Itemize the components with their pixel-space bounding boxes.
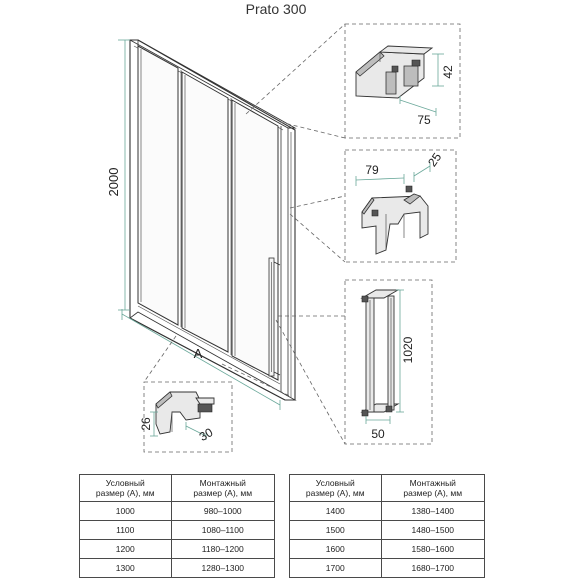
nominal-size: 1200 — [80, 540, 172, 559]
nominal-size: 1100 — [80, 521, 172, 540]
mounting-size: 1180–1200 — [171, 540, 274, 559]
table-row — [80, 521, 275, 540]
height-value: 2000 — [106, 167, 121, 197]
shower-door-assembly — [130, 40, 295, 400]
drawing-title: Prato 300 — [245, 1, 307, 17]
mounting-size: 1280–1300 — [171, 559, 274, 578]
height-dimension — [106, 40, 130, 310]
bottom-profile-height: 26 — [139, 417, 153, 431]
table-header-nominal: Условный размер (А), мм — [290, 475, 382, 502]
mounting-size: 980–1000 — [171, 502, 274, 521]
width-label: A — [193, 346, 203, 361]
mounting-size: 1080–1100 — [171, 521, 274, 540]
size-table-right — [289, 474, 485, 578]
bottom-profile-width: 30 — [196, 425, 216, 444]
nominal-size: 1600 — [290, 540, 382, 559]
side-profile-depth: 25 — [425, 150, 445, 170]
table-row — [80, 540, 275, 559]
table-row — [290, 559, 485, 578]
mounting-size: 1480–1500 — [381, 521, 484, 540]
table-header-nominal: Условный размер (А), мм — [80, 475, 172, 502]
nominal-size: 1700 — [290, 559, 382, 578]
table-header-mounting: Монтажный размер (А), мм — [171, 475, 274, 502]
nominal-size: 1300 — [80, 559, 172, 578]
bottom-profile-callout — [139, 382, 232, 452]
nominal-size: 1500 — [290, 521, 382, 540]
handle-offset: 50 — [371, 427, 385, 441]
handle-length: 1020 — [401, 336, 415, 364]
table-row — [290, 521, 485, 540]
top-profile-width: 75 — [417, 113, 431, 127]
glass-panel-2 — [182, 72, 228, 352]
glass-panel-1 — [138, 46, 178, 325]
table-row — [80, 502, 275, 521]
mounting-size: 1580–1600 — [381, 540, 484, 559]
handle-callout — [345, 280, 432, 444]
table-row — [290, 540, 485, 559]
side-profile-width: 79 — [365, 163, 379, 177]
nominal-size: 1000 — [80, 502, 172, 521]
top-profile-callout — [345, 24, 460, 138]
nominal-size: 1400 — [290, 502, 382, 521]
table-row — [290, 502, 485, 521]
table-header-mounting: Монтажный размер (А), мм — [381, 475, 484, 502]
table-row — [80, 559, 275, 578]
size-table-left — [79, 474, 275, 578]
top-profile-height: 42 — [441, 65, 455, 79]
side-profile-callout — [345, 150, 456, 262]
mounting-size: 1680–1700 — [381, 559, 484, 578]
mounting-size: 1380–1400 — [381, 502, 484, 521]
